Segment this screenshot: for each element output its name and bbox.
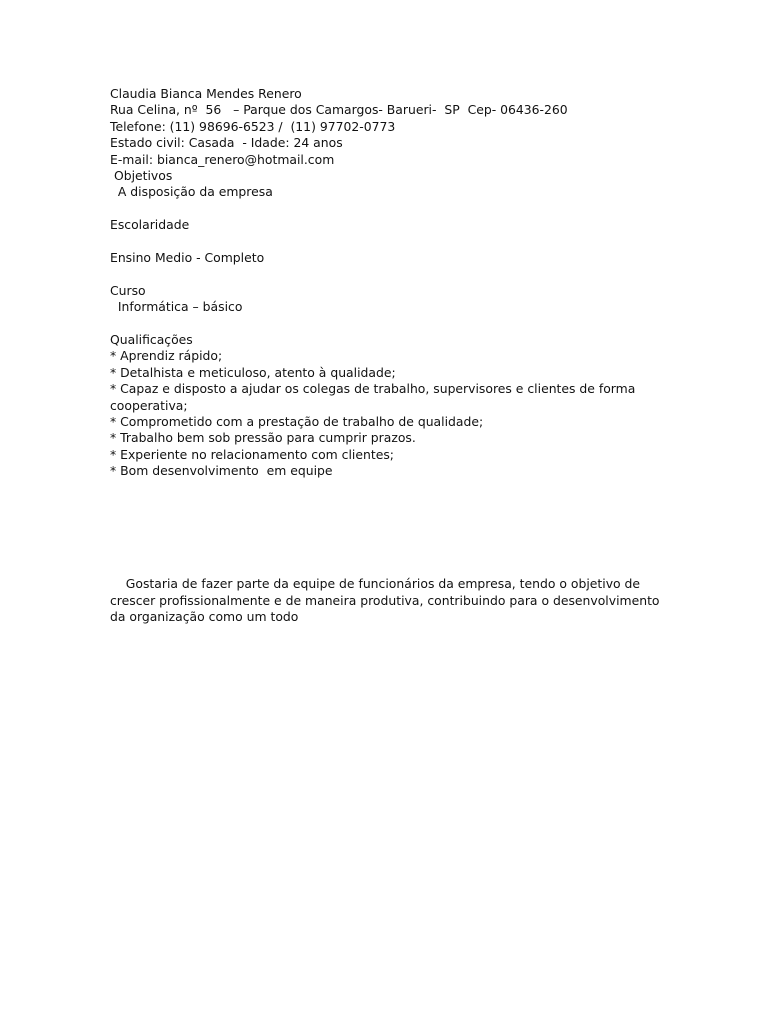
- course-text: Informática – básico: [110, 299, 243, 315]
- phone-line: Telefone: (11) 98696-6523 / (11) 97702-0773: [110, 118, 396, 134]
- civil-status-line: Estado civil: Casada - Idade: 24 anos: [110, 135, 343, 151]
- blank-line: [110, 316, 670, 332]
- objectives-heading: Objetivos: [110, 168, 173, 184]
- qualification-item: * Capaz e disposto a ajudar os colegas de trabalho, supervisores e clientes de forma cooperativa;: [110, 381, 640, 413]
- blank-line: [110, 234, 670, 250]
- course-heading: Curso: [110, 282, 146, 298]
- candidate-name: Claudia Bianca Mendes Renero: [110, 86, 302, 101]
- blank-line: [110, 201, 670, 217]
- address-line: Rua Celina, nº 56 – Parque dos Camargos- Barueri- SP Cep- 06436-260: [110, 102, 568, 118]
- qualification-item: * Bom desenvolvimento em equipe: [110, 463, 333, 479]
- education-text: Ensino Medio - Completo: [110, 250, 265, 266]
- qualification-item: * Comprometido com a prestação de trabalho de qualidade;: [110, 414, 484, 430]
- education-heading: Escolaridade: [110, 217, 190, 233]
- email-line: E-mail: bianca_renero@hotmail.com: [110, 151, 335, 167]
- qualification-item: * Aprendiz rápido;: [110, 348, 223, 364]
- qualification-item: * Trabalho bem sob pressão para cumprir prazos.: [110, 430, 416, 446]
- objectives-text: A disposição da empresa: [110, 184, 273, 200]
- resume-body: [110, 86, 670, 480]
- qualifications-heading: Qualificações: [110, 332, 193, 348]
- qualification-item: * Detalhista e meticuloso, atento à qualidade;: [110, 364, 396, 380]
- blank-line: [110, 266, 670, 282]
- closing-paragraph: Gostaria de fazer parte da equipe de funcionários da empresa, tendo o objetivo de crescer profissionalmente e de maneira produtiva, contribuindo para o desenvolvimento da organização como um todo: [110, 576, 664, 624]
- qualification-item: * Experiente no relacionamento com clientes;: [110, 446, 394, 462]
